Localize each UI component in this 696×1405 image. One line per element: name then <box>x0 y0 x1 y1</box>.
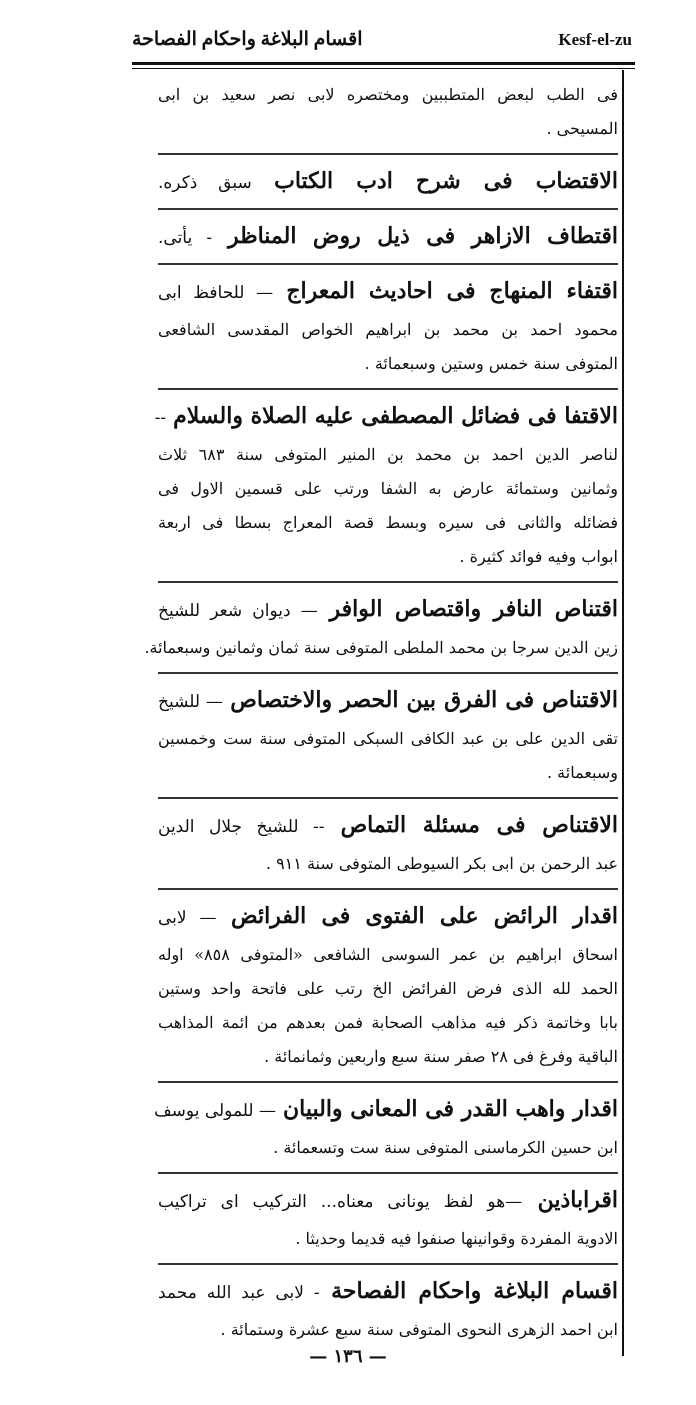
dictionary-entry <box>158 273 618 390</box>
entry-heading <box>158 273 618 311</box>
entry-text-line: بابا وخاتمة ذكر فيه مذاهب الصحابة فمن بعدهم من ائمة المذاهب <box>158 1013 618 1032</box>
entry-title: اقتفاء المنهاج فى احاديث المعراج <box>286 278 618 304</box>
entry-text-line: وسبعمائة . <box>546 763 618 782</box>
entry-heading <box>158 807 618 845</box>
entry-title: الاقتفا فى فضائل المصطفى عليه الصلاة والسلام <box>173 403 618 429</box>
entry-attribution: — للمولى يوسف <box>154 1101 277 1121</box>
header-rule-thick <box>132 62 635 65</box>
entry-attribution: — لابى <box>158 908 217 928</box>
entry-attribution: سبق ذكره. <box>158 173 252 193</box>
entry-text-line: ابواب وفيه فوائد كثيرة . <box>459 547 618 566</box>
dictionary-entry <box>154 1091 618 1174</box>
entry-text-line: اسحاق ابراهيم بن عمر السوسى الشافعى «المتوفى ٨٥٨» اوله <box>158 945 619 964</box>
entry-title: اقسام البلاغة واحكام الفصاحة <box>331 1278 618 1304</box>
dictionary-entry <box>158 163 618 210</box>
header-rule-thin <box>132 68 635 69</box>
entry-attribution: — للشيخ <box>158 692 223 712</box>
entry-title: اقدار الرائض على الفتوى فى الفرائض <box>231 903 619 929</box>
entry-title: الاقتناص فى مسئلة التماص <box>340 812 619 838</box>
margin-rule <box>622 70 624 1356</box>
entry-heading <box>158 1273 618 1311</box>
entry-text-line: فضائله والثانى فى سيره وبسط قصة المعراج بسطا فى اربعة <box>158 513 618 532</box>
entry-attribution: - يأتى. <box>158 228 213 248</box>
entry-heading <box>158 163 618 201</box>
entry-heading <box>158 591 618 629</box>
entry-attribution: — للحافظ ابى <box>158 283 274 303</box>
entry-title: اقراباذين <box>537 1187 618 1213</box>
entry-text-line: وثمانين وستمائة عارض به الشفا ورتب على قسمين الاول فى <box>158 479 618 498</box>
dictionary-entry <box>158 78 618 155</box>
entry-text-line: عبد الرحمن بن ابى بكر السيوطى المتوفى سنة ٩١١ . <box>265 854 618 873</box>
entry-text-line: ابن حسين الكرماسنى المتوفى سنة ست وتسعمائة . <box>273 1138 618 1157</box>
entry-heading <box>158 682 618 720</box>
entry-text-line: تقى الدين على بن عبد الكافى السبكى المتوفى سنة ست وخمسين <box>158 729 618 748</box>
dictionary-entry <box>154 398 618 583</box>
dictionary-entry <box>158 1182 618 1265</box>
running-title: اقسام البلاغة واحكام الفصاحة <box>132 29 363 50</box>
entry-attribution: - لابى عبد الله محمد <box>158 1283 320 1303</box>
entry-title: اقتطاف الازاهر فى ذيل روض المناظر <box>227 223 618 249</box>
page-number: — ١٣٦ — <box>309 1346 387 1367</box>
entries-column <box>144 76 619 1362</box>
entry-attribution: -- للشيخ جلال الدين <box>158 817 325 837</box>
entry-heading <box>154 1091 618 1129</box>
entry-attribution: — ديوان شعر للشيخ <box>158 601 318 621</box>
entry-text-line: الباقية وفرغ فى ٢٨ صفر سنة سبع واربعين وثمانمائة . <box>264 1047 618 1066</box>
entry-text-line: المسيحى . <box>546 119 618 138</box>
entry-text-line: ابن احمد الزهرى النحوى المتوفى سنة سبع عشرة وستمائة . <box>220 1320 618 1339</box>
dictionary-entry <box>158 682 618 799</box>
entry-text-line: الادوية المفردة وقوانينها صنفوا فيه قديما وحديثا . <box>295 1229 618 1248</box>
entry-heading <box>154 398 618 436</box>
dictionary-entry <box>158 218 618 265</box>
dictionary-entry <box>158 1273 618 1354</box>
entry-text-line: المتوفى سنة خمس وستين وسبعمائة . <box>364 354 618 373</box>
entry-title: اقدار واهب القدر فى المعانى والبيان <box>282 1096 618 1122</box>
entry-heading <box>158 218 618 256</box>
book-title: Kesf-el-zu <box>558 30 632 49</box>
entry-heading <box>158 898 618 936</box>
entry-text-line: محمود احمد بن محمد بن ابراهيم الخواص المقدسى الشافعى <box>158 320 618 339</box>
entry-text-line: الحمد لله الذى فرض الفرائض الخ رتب على فاتحة واحد وستين <box>158 979 618 998</box>
dictionary-entry <box>158 898 618 1083</box>
running-header <box>132 28 632 58</box>
dictionary-entry <box>158 807 618 890</box>
entry-heading <box>158 1182 618 1220</box>
entry-title: الاقتناص فى الفرق بين الحصر والاختصاص <box>230 687 618 713</box>
entry-title: اقتناص النافر واقتصاص الوافر <box>329 596 619 622</box>
entry-text-line: فى الطب لبعض المتطببين ومختصره لابى نصر سعيد بن ابى <box>158 85 618 104</box>
entry-attribution: -- <box>154 408 167 428</box>
dictionary-entry <box>144 591 619 674</box>
entry-text-line: لناصر الدين احمد بن محمد بن المنير المتوفى سنة ٦٨٣ ثلاث <box>158 445 618 464</box>
entry-title: الاقتضاب فى شرح ادب الكتاب <box>274 168 618 194</box>
entry-text-line: زين الدين سرجا بن محمد الملطى المتوفى سنة ثمان وثمانين وسبعمائة. <box>144 638 618 657</box>
entry-attribution: —هو لفظ يونانى معناه... التركيب اى تراكيب <box>158 1192 523 1212</box>
